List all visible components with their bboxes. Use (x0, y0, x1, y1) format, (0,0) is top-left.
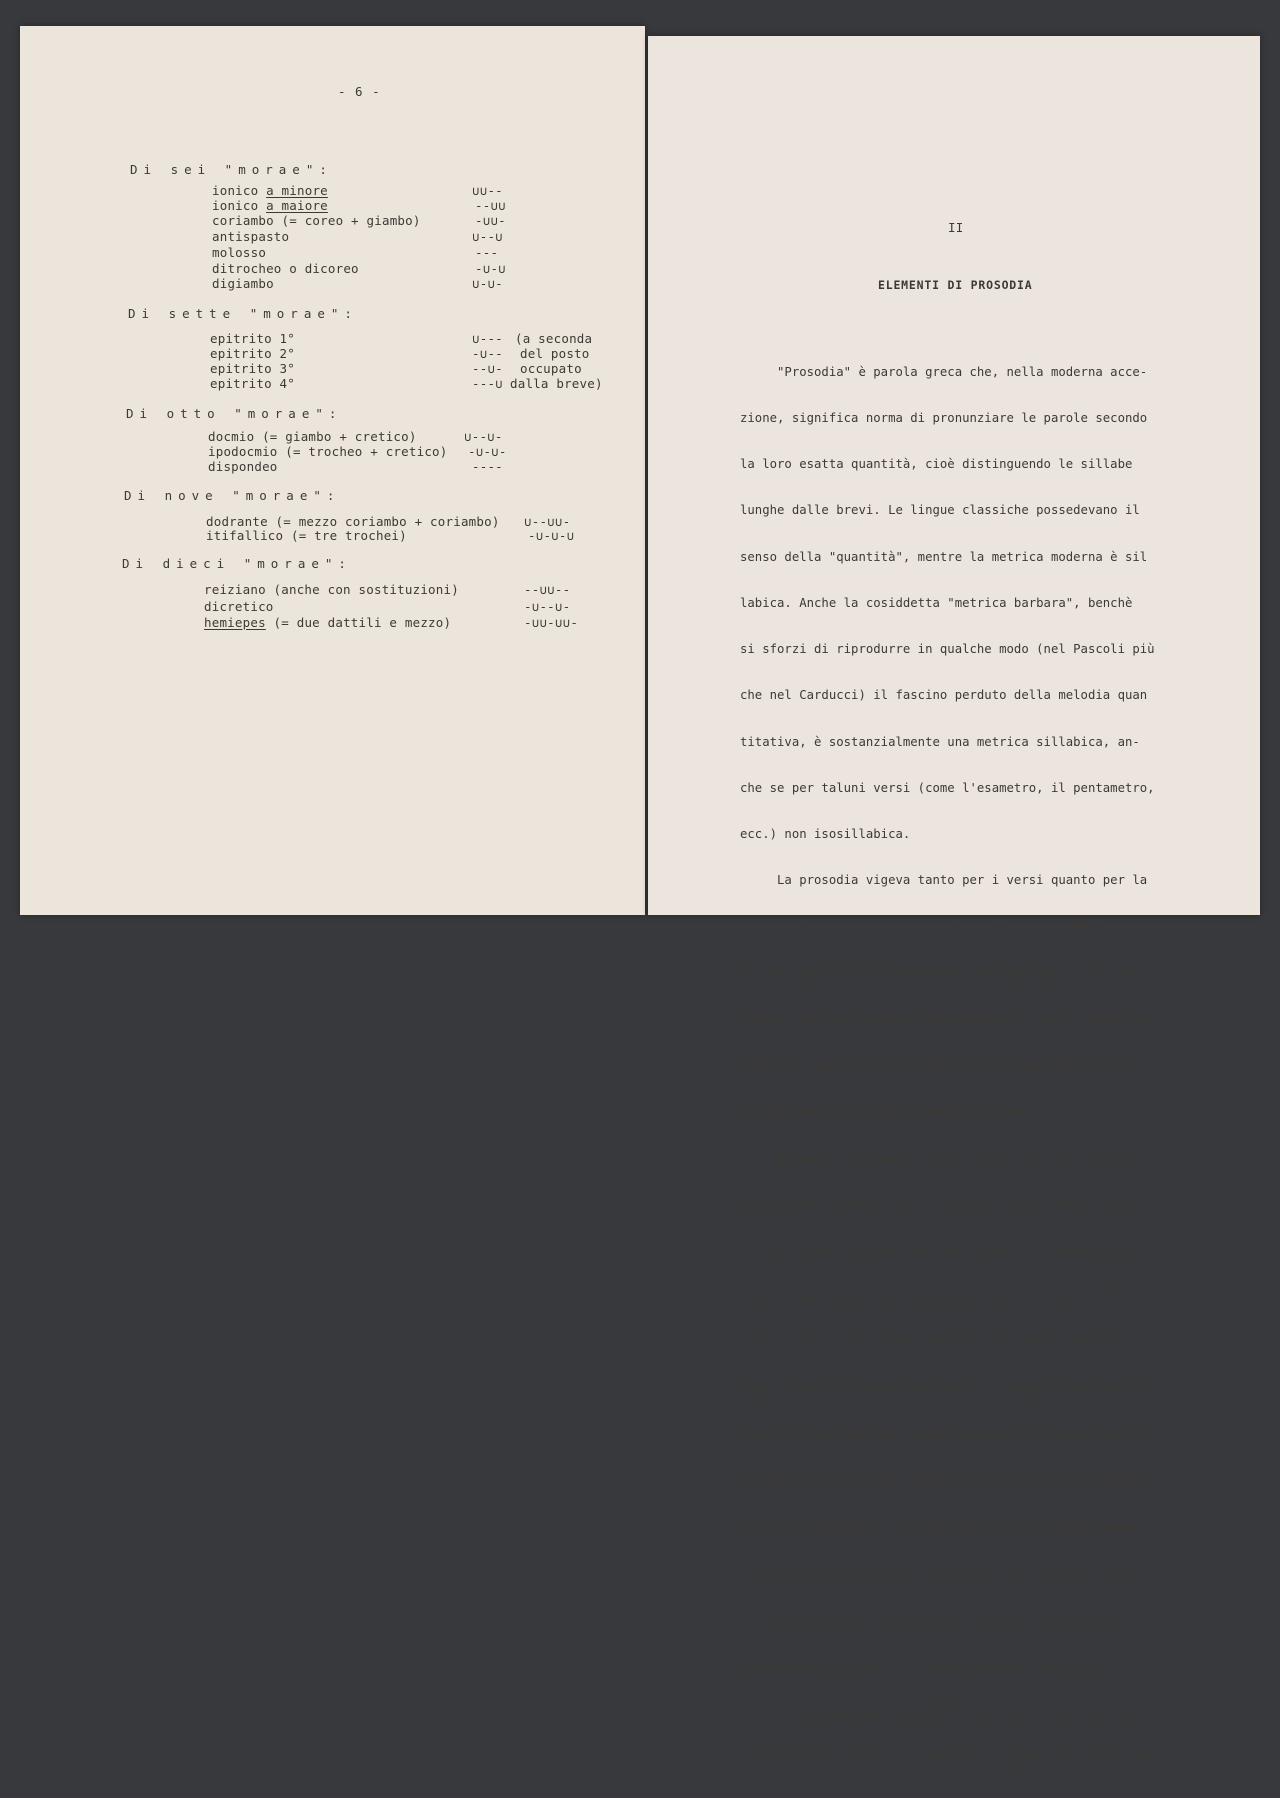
text-line: tà" di talune sillabe che, per trovarsi in parole poco (740, 1242, 1140, 1257)
meter-pattern: --∪- (472, 361, 503, 376)
text-line: "elenchi prosodici" che più sotto daremo, distinguendo (740, 1520, 1140, 1535)
meter-name: ipodocmio (= trocheo + cretico) (208, 444, 448, 459)
meter-pattern: --∪∪ (475, 198, 506, 213)
text-line: "Prosodia" è parola greca che, nella moderna acce- (740, 364, 1148, 379)
group-heading: Di otto "morae": (126, 406, 343, 421)
text-line: che nel Carducci) il fascino perduto della melodia quan (740, 688, 1148, 703)
meter-pattern: ∪--∪- (464, 429, 503, 444)
meter-name: dispondeo (208, 459, 278, 474)
chapter-number: II (948, 220, 964, 235)
text-line: labica. Anche la cosiddetta "metrica barbara", benchè (740, 595, 1133, 610)
right-page (648, 36, 1260, 1766)
text-line: Daremo a suo tempo alcune norme pratiche, atte ad (740, 1150, 1140, 1165)
text-line: role latine è molto più semplice di quanto non possa sem (740, 1751, 1155, 1766)
meter-pattern: -∪-- (472, 346, 503, 361)
meter-pattern: -∪∪-∪∪- (524, 615, 579, 630)
group-heading: Di sette "morae": (128, 306, 358, 321)
meter-pattern: ∪-∪- (472, 276, 503, 291)
meter-pattern: -∪-∪-∪ (528, 528, 575, 543)
text-line: aiutare lo studente nella "ricostruzione" della "quanti (740, 1196, 1148, 1211)
text-line: La prosodia vigeva tanto per i versi quanto per la (740, 873, 1148, 888)
meter-note: occupato (520, 361, 582, 376)
meter-name: docmio (= giambo + cretico) (208, 429, 417, 444)
meter-note: dalla breve) (510, 376, 603, 391)
group-heading: Di nove "morae": (124, 488, 341, 503)
text-line: noscere, dal punto di vista prosodico, con assoluta si- (740, 1427, 1148, 1442)
meter-note: (a seconda (515, 331, 593, 346)
meter-pattern: --∪∪-- (524, 582, 571, 597)
chapter-title: ELEMENTI DI PROSODIA (878, 278, 1033, 292)
text-line: si sforzi di riprodurre in qualche modo (nel Pascoli più (740, 642, 1155, 657)
text-line: comuni, egli possa non conoscere preliminarmente. Ma di (740, 1289, 1148, 1304)
meter-name: epitrito 1° (210, 331, 295, 346)
text-line: titativa, è sostanzialmente una metrica sillabica, an- (740, 734, 1140, 749)
meter-pattern: -∪∪- (475, 213, 506, 228)
left-page (20, 26, 645, 915)
text-line: zione, significa norma di pronunziare le parole secondo (740, 411, 1148, 426)
text-line: ecc.) non isosillabica. (740, 827, 911, 841)
meter-name: epitrito 3° (210, 361, 295, 376)
meter-pattern: ---- (472, 459, 503, 474)
text-line: lunghe dalle brevi. Le lingue classiche possedevano il (740, 503, 1140, 518)
meter-name: ionico a maiore (212, 198, 328, 213)
text-line: che se per taluni versi (come l'esametro, il pentametro, (740, 780, 1155, 795)
meter-pattern: ∪--∪ (472, 229, 503, 244)
text-line: voglia non solo leggere ritmicamente un verso latino, ma (740, 1011, 1155, 1026)
text-line: le principali parole latine secondo i principali piedi (740, 1566, 1140, 1581)
meter-name: digiambo (212, 276, 274, 291)
meter-name: itifallico (= tre trochei) (206, 528, 407, 543)
meter-note: del posto (520, 346, 590, 361)
text-line: tino, almeno una ventesima parte lo studente dovrebbe co (740, 1381, 1155, 1396)
meter-pattern: ---∪ (472, 376, 503, 391)
text-line: curezza. A tale scopo, egli potrà anche servirsi degli (740, 1474, 1140, 1489)
meter-pattern: ∪--∪∪- (524, 514, 571, 529)
meter-pattern: --- (475, 245, 499, 260)
group-heading: Di dieci "morae": (122, 556, 352, 571)
text-line: anche un rigo di prosa, conoscere la "quantità" delle (740, 1058, 1133, 1073)
meter-pattern: ∪∪-- (472, 183, 503, 198)
text-line: La regolamentazione dell'accento di prosa delle pa (740, 1705, 1148, 1720)
meter-name: ionico a minore (212, 183, 328, 198)
body-text (740, 334, 1200, 1798)
page-number: - 6 - (338, 84, 381, 99)
meter-name: antispasto (212, 229, 290, 244)
meter-name: dicretico (204, 599, 274, 614)
text-line: ciamo subito che, delle centomila parole del lessico la (740, 1335, 1148, 1350)
text-line: senso della "quantità", mentre la metrica moderna è sil (740, 549, 1148, 564)
text-line: pressappoco alla battuta in un contesto musicale). (740, 1658, 1111, 1673)
meter-pattern: ∪--- (472, 331, 503, 346)
meter-name: epitrito 4° (210, 376, 295, 391)
group-heading: Di sei "morae": (130, 162, 333, 177)
meter-name: dodrante (= mezzo coriambo + coriambo) (206, 514, 500, 529)
meter-name: coriambo (= coreo + giambo) (212, 213, 421, 228)
meter-name: reiziano (anche con sostituzioni) (204, 582, 459, 597)
text-line: la loro esatta quantità, cioè distinguendo le sillabe (740, 457, 1133, 472)
text-line: to. Per questo è assolutamente indispensabile, per chi (740, 965, 1140, 980)
text-line: sillabe delle principali parole latine. (740, 1104, 1029, 1119)
meter-pattern: -∪-∪- (468, 444, 507, 459)
meter-name: ditrocheo o dicoreo (212, 261, 359, 276)
meter-pattern: -∪-∪ (475, 261, 506, 276)
meter-pattern: -∪--∪- (524, 599, 571, 614)
meter-name: molosso (212, 245, 267, 260)
meter-name: epitrito 2° (210, 346, 295, 361)
text-line: (il piede, formato da due o più sillabe, corrisponde (740, 1612, 1125, 1627)
meter-name: hemiepes (= due dattili e mezzo) (204, 615, 452, 630)
text-line: prosa, anche perchè regolava la collocazione dell'accen (740, 919, 1148, 934)
